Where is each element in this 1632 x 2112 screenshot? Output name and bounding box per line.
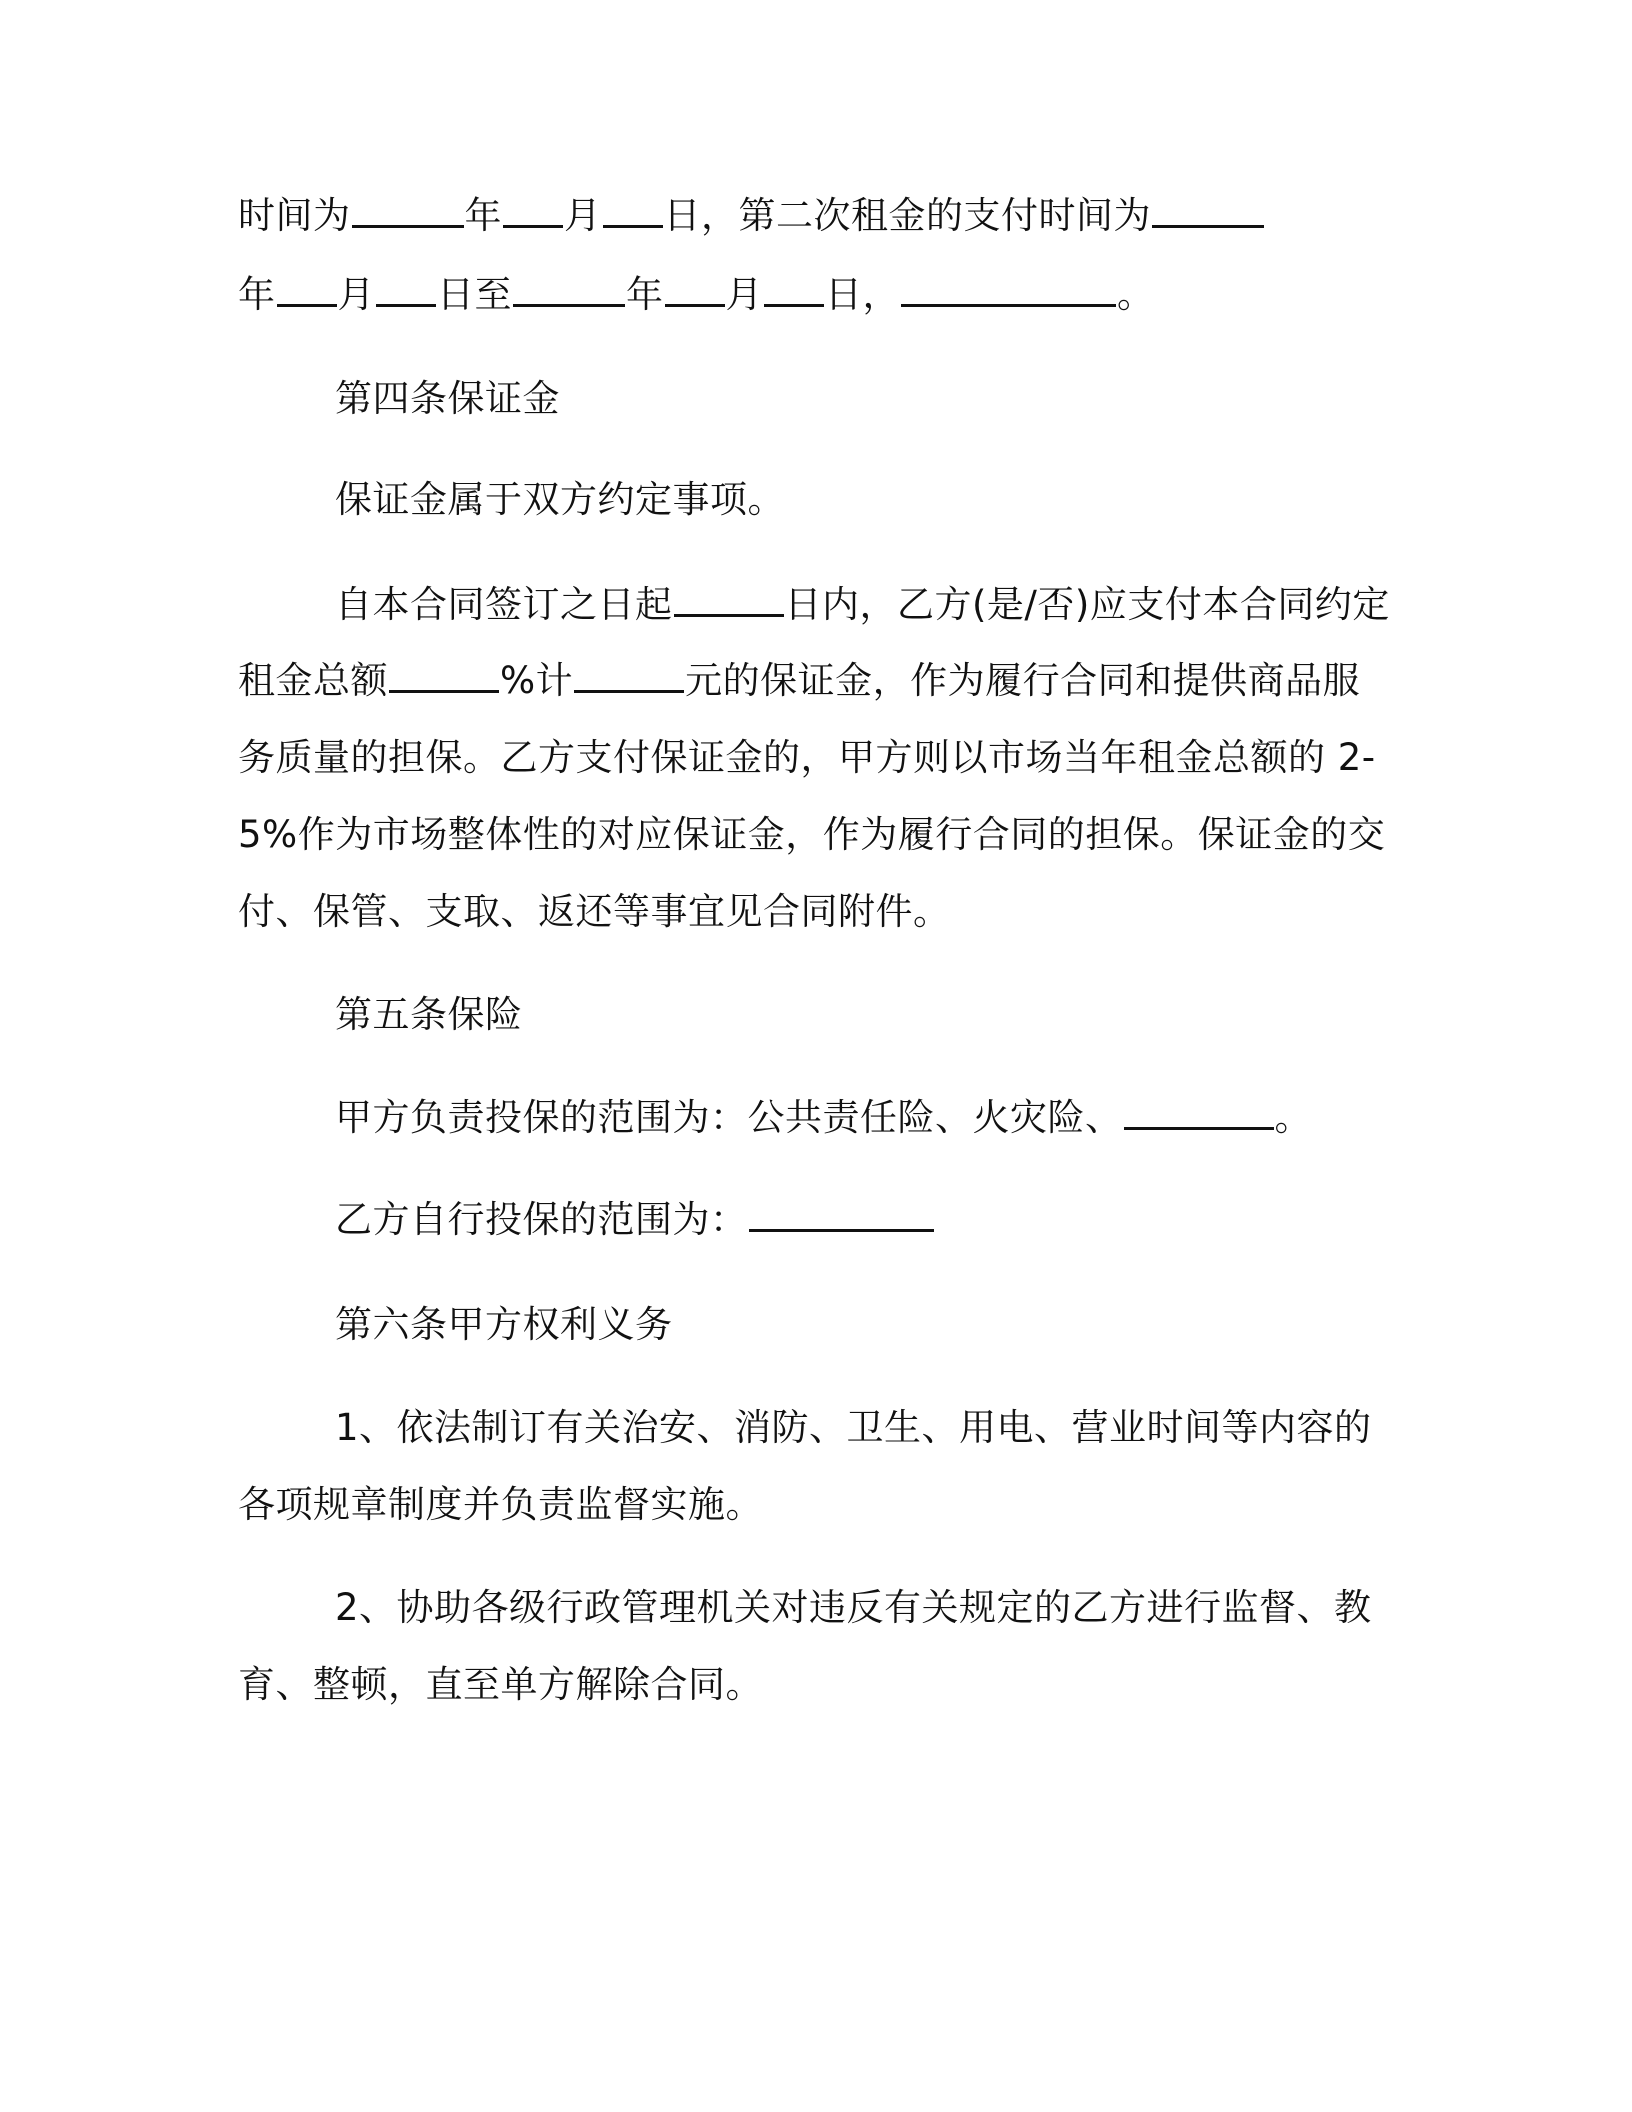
article-6-item-1-line-1: 1、依法制订有关治安、消防、卫生、用电、营业时间等内容的 bbox=[335, 1406, 1372, 1449]
text: 甲方负责投保的范围为：公共责任险、火灾险、 bbox=[335, 1096, 1123, 1139]
blank-note bbox=[901, 270, 1116, 307]
blank-year bbox=[513, 270, 625, 307]
text: 乙方自行投保的范围为： bbox=[335, 1198, 748, 1241]
article-6-item-2-line-1: 2、协助各级行政管理机关对违反有关规定的乙方进行监督、教 bbox=[335, 1586, 1372, 1629]
blank-year bbox=[352, 191, 464, 228]
article-4-para-2-line-5: 付、保管、支取、返还等事宜见合同附件。 bbox=[238, 890, 951, 933]
text: 。 bbox=[1274, 1096, 1312, 1139]
text: 日， bbox=[825, 273, 900, 316]
article-5-para-1 bbox=[335, 1093, 1312, 1143]
article-5-title: 第五条保险 bbox=[335, 993, 523, 1036]
text: 时间为 bbox=[238, 194, 351, 237]
blank-day bbox=[376, 270, 436, 307]
article-4-title: 第四条保证金 bbox=[335, 377, 560, 420]
text: 年 bbox=[626, 273, 664, 316]
blank-percent bbox=[389, 656, 499, 693]
article-6-title: 第六条甲方权利义务 bbox=[335, 1303, 673, 1346]
blank-month bbox=[503, 191, 563, 228]
blank-second-payment bbox=[1152, 191, 1264, 228]
article-4-para-2-line-2 bbox=[238, 656, 1360, 706]
text: 租金总额 bbox=[238, 659, 388, 702]
text: 。 bbox=[1117, 273, 1155, 316]
blank-month bbox=[665, 270, 725, 307]
text: 日内，乙方(是/否)应支付本合同约定 bbox=[784, 583, 1390, 626]
payment-time-line-1 bbox=[238, 191, 1265, 241]
text: %计 bbox=[500, 659, 574, 702]
text: 年 bbox=[464, 194, 502, 237]
text: 月 bbox=[725, 273, 763, 316]
text: 年 bbox=[238, 273, 276, 316]
blank-insurance bbox=[1124, 1093, 1274, 1130]
payment-time-line-2 bbox=[238, 270, 1155, 320]
text: 日，第二次租金的支付时间为 bbox=[663, 194, 1151, 237]
text: 自本合同签订之日起 bbox=[335, 583, 673, 626]
article-5-para-2 bbox=[335, 1195, 935, 1245]
text: 元的保证金，作为履行合同和提供商品服 bbox=[685, 659, 1361, 702]
text: 月 bbox=[337, 273, 375, 316]
blank-month bbox=[277, 270, 337, 307]
blank-amount bbox=[574, 656, 684, 693]
article-4-para-2-line-3: 务质量的担保。乙方支付保证金的，甲方则以市场当年租金总额的 2- bbox=[238, 736, 1376, 779]
article-4-para-2-line-1 bbox=[335, 580, 1390, 630]
article-4-para-2-line-4: 5%作为市场整体性的对应保证金，作为履行合同的担保。保证金的交 bbox=[238, 813, 1386, 856]
blank-day bbox=[764, 270, 824, 307]
article-6-item-1-line-2: 各项规章制度并负责监督实施。 bbox=[238, 1483, 763, 1526]
blank-day bbox=[603, 191, 663, 228]
article-6-item-2-line-2: 育、整顿，直至单方解除合同。 bbox=[238, 1663, 763, 1706]
article-4-para-1: 保证金属于双方约定事项。 bbox=[335, 478, 785, 521]
blank-days bbox=[674, 580, 784, 617]
text: 日至 bbox=[437, 273, 512, 316]
text: 月 bbox=[564, 194, 602, 237]
blank-tenant-insurance bbox=[749, 1195, 934, 1232]
